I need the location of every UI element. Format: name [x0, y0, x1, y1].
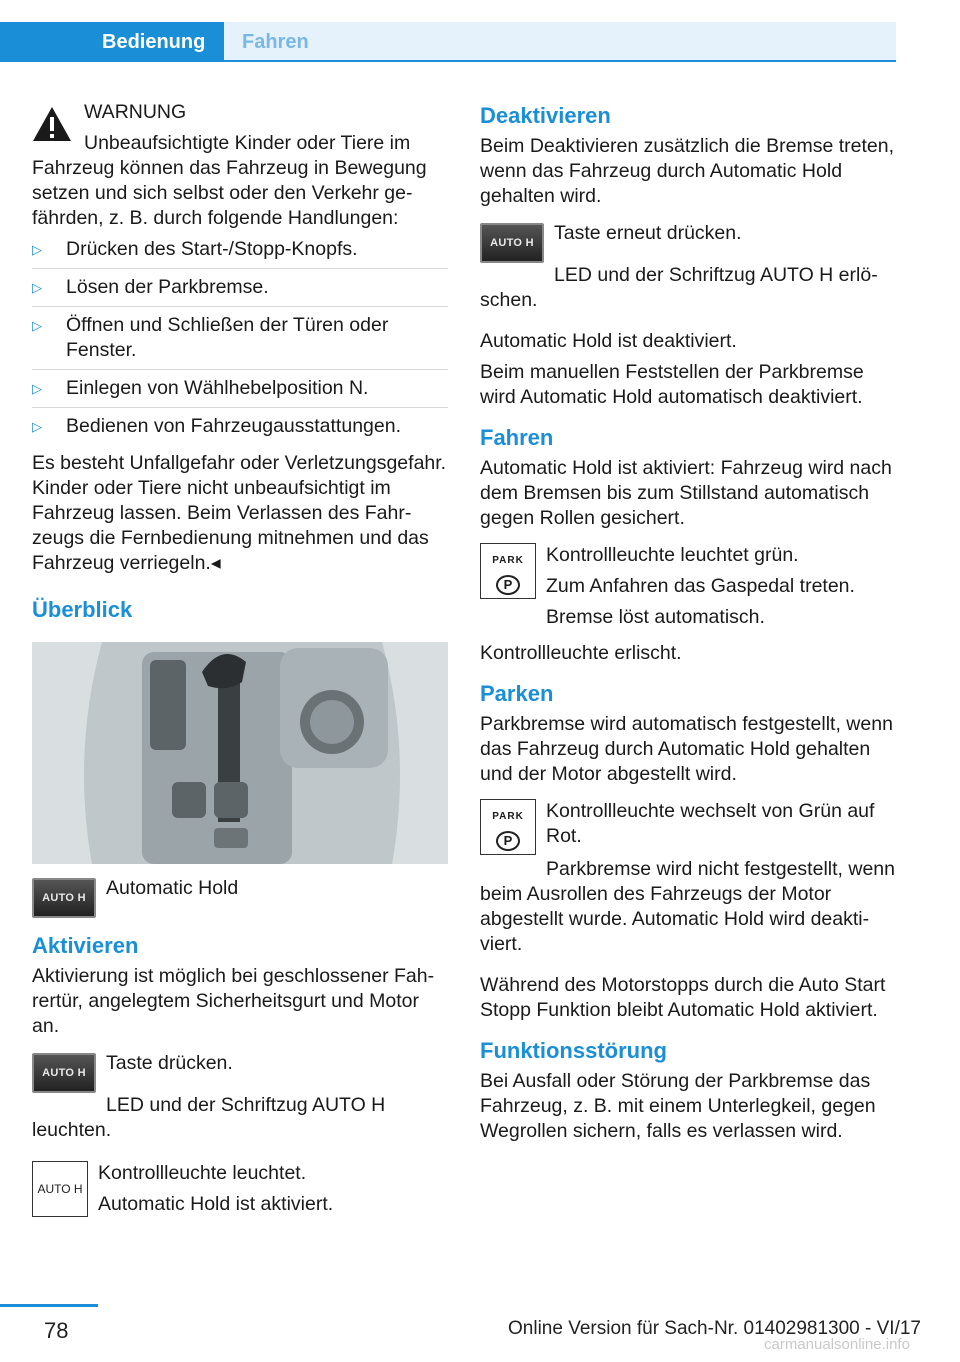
list-item-text: Einlegen von Wählhebelposition N.: [66, 377, 369, 399]
manual-park-text: Beim manuellen Feststellen der Parkbremse wird Automatic Hold automatisch deaktiviert.: [480, 361, 864, 408]
indicator-row: [32, 1161, 448, 1217]
tab-bedienung[interactable]: [0, 22, 224, 62]
press-button-row: [32, 1051, 448, 1093]
activate-text: Aktivierung ist möglich bei geschlossener Fahrertür, angelegtem Sicherheitsgurt und Motor an.: [32, 965, 435, 1037]
hold-active-text: Automatic Hold ist aktiviert.: [98, 1193, 334, 1215]
press-button-text: Taste drücken.: [106, 1052, 233, 1074]
park-text: Parkbremse wird automatisch festgestellt, wenn das Fahrzeug durch Automatic Hold gehalten und der Motor abgestellt wird.: [480, 713, 893, 785]
green-red-text: Kontrollleuchte wechselt von Grün auf Rot.: [546, 800, 875, 847]
list-item-text: Drücken des Start-/Stopp-Knopfs.: [66, 238, 358, 260]
auto-h-indicator-icon: AUTO H: [32, 1161, 88, 1217]
fault-text: Bei Ausfall oder Störung der Parkbremse das Fahrzeug, z. B. mit einem Unterlegkeil, gegen Wegrollen sichern, falls es verlassen wird.: [480, 1070, 876, 1142]
heading-park: Parken: [480, 681, 554, 706]
triangle-bullet-icon: ▷: [32, 242, 42, 257]
tab-fahren[interactable]: [224, 22, 896, 62]
press-again-row: [480, 221, 896, 263]
deactivate-text: Beim Deaktivieren zusätzlich die Bremse treten, wenn das Fahrzeug durch Automatic Hold gehalten wird.: [480, 135, 895, 207]
list-item: [32, 275, 448, 307]
park-symbol: P: [496, 831, 520, 851]
autoh-caption: Automatic Hold: [106, 877, 239, 899]
warning-list: [32, 237, 448, 445]
light-off-text: Kontrollleuchte erlischt.: [480, 642, 682, 664]
triangle-bullet-icon: ▷: [32, 318, 42, 333]
heading-drive: Fahren: [480, 425, 554, 450]
warning-block: [32, 100, 448, 576]
online-version: Online Version für Sach-Nr. 01402981300 - VI/17: [508, 1318, 921, 1339]
park-red-row: [480, 799, 896, 849]
gas-text: Zum Anfahren das Gaspedal treten.: [546, 575, 855, 597]
autostart-text: Während des Motorstopps durch die Auto Start Stopp Funktion bleibt Automatic Hold aktiviert.: [480, 974, 886, 1021]
park-label: PARK: [492, 554, 524, 566]
center-console-photo: [32, 642, 448, 864]
list-item: [32, 237, 448, 269]
right-column: [480, 100, 896, 1150]
list-item-text: Öffnen und Schließen der Türen oder Fenster.: [66, 314, 389, 361]
green-text: Kontrollleuchte leuchtet grün.: [546, 544, 799, 566]
light-on-text: Kontrollleuchte leuchtet.: [98, 1162, 307, 1184]
header-divider: [0, 60, 896, 62]
deactivated-text: Automatic Hold ist deaktiviert.: [480, 330, 737, 352]
footer-accent-line: [0, 1304, 98, 1307]
warning-triangle-icon: [32, 106, 72, 142]
list-item-text: Bedienen von Fahrzeugausstattungen.: [66, 415, 401, 437]
triangle-bullet-icon: ▷: [32, 280, 42, 295]
not-set-text: Parkbremse wird nicht festgestellt, wenn beim Ausrollen des Fahrzeugs der Motor abgestellt wurde. Automatic Hold wird deaktiviert.: [480, 858, 895, 955]
park-symbol: P: [496, 575, 520, 595]
auto-h-button-icon: AUTO H: [32, 878, 96, 918]
park-label: PARK: [492, 810, 524, 822]
page-number: 78: [44, 1318, 69, 1343]
auto-h-button-icon: AUTO H: [480, 223, 544, 263]
list-item-text: Lösen der Parkbremse.: [66, 276, 269, 298]
console-illustration: [32, 642, 448, 864]
warning-title: WARNUNG: [84, 101, 187, 123]
led-off-text: LED und der Schriftzug AUTO H erlöschen.: [480, 264, 878, 311]
heading-fault: Funktionsstörung: [480, 1038, 667, 1063]
watermark: carmanualsonline.info: [764, 1336, 910, 1353]
drive-text: Automatic Hold ist aktiviert: Fahrzeug wird nach dem Bremsen bis zum Stillstand automatisch gegen Rollen gesichert.: [480, 457, 892, 529]
tab-bedienung-label: Bedienung: [102, 30, 206, 53]
header-tabs: [0, 0, 960, 62]
release-text: Bremse löst automatisch.: [546, 606, 765, 628]
triangle-bullet-icon: ▷: [32, 419, 42, 434]
heading-deactivate: Deaktivieren: [480, 103, 611, 128]
triangle-bullet-icon: ▷: [32, 381, 42, 396]
list-item: [32, 376, 448, 408]
list-item: [32, 414, 448, 445]
left-column: [32, 100, 448, 1225]
led-on-text: LED und der Schriftzug AUTO H leuchten.: [32, 1094, 386, 1141]
park-indicator-icon: [480, 799, 536, 855]
list-item: [32, 313, 448, 370]
heading-overview: Überblick: [32, 597, 133, 622]
tab-fahren-label: Fahren: [242, 31, 309, 53]
park-indicator-icon: [480, 543, 536, 599]
autoh-caption-row: [32, 876, 448, 918]
warning-body: Unbeaufsichtigte Kinder oder Tiere im Fahrzeug können das Fahrzeug in Bewegung setzen und sich selbst oder den Verkehr gefährden, z. B. durch folgende Handlungen:: [32, 132, 427, 229]
park-green-row: [480, 543, 896, 633]
heading-activate: Aktivieren: [32, 933, 139, 958]
auto-h-button-icon: AUTO H: [32, 1053, 96, 1093]
press-again-text: Taste erneut drücken.: [554, 222, 742, 244]
warning-end: Es besteht Unfallgefahr oder Verletzungsgefahr. Kinder oder Tiere nicht unbeaufsichtigt im Fahrzeug lassen. Beim Verlassen des Fahrzeugs die Fernbedienung mitnehmen und das Fahrzeug verriegeln.◂: [32, 452, 447, 574]
